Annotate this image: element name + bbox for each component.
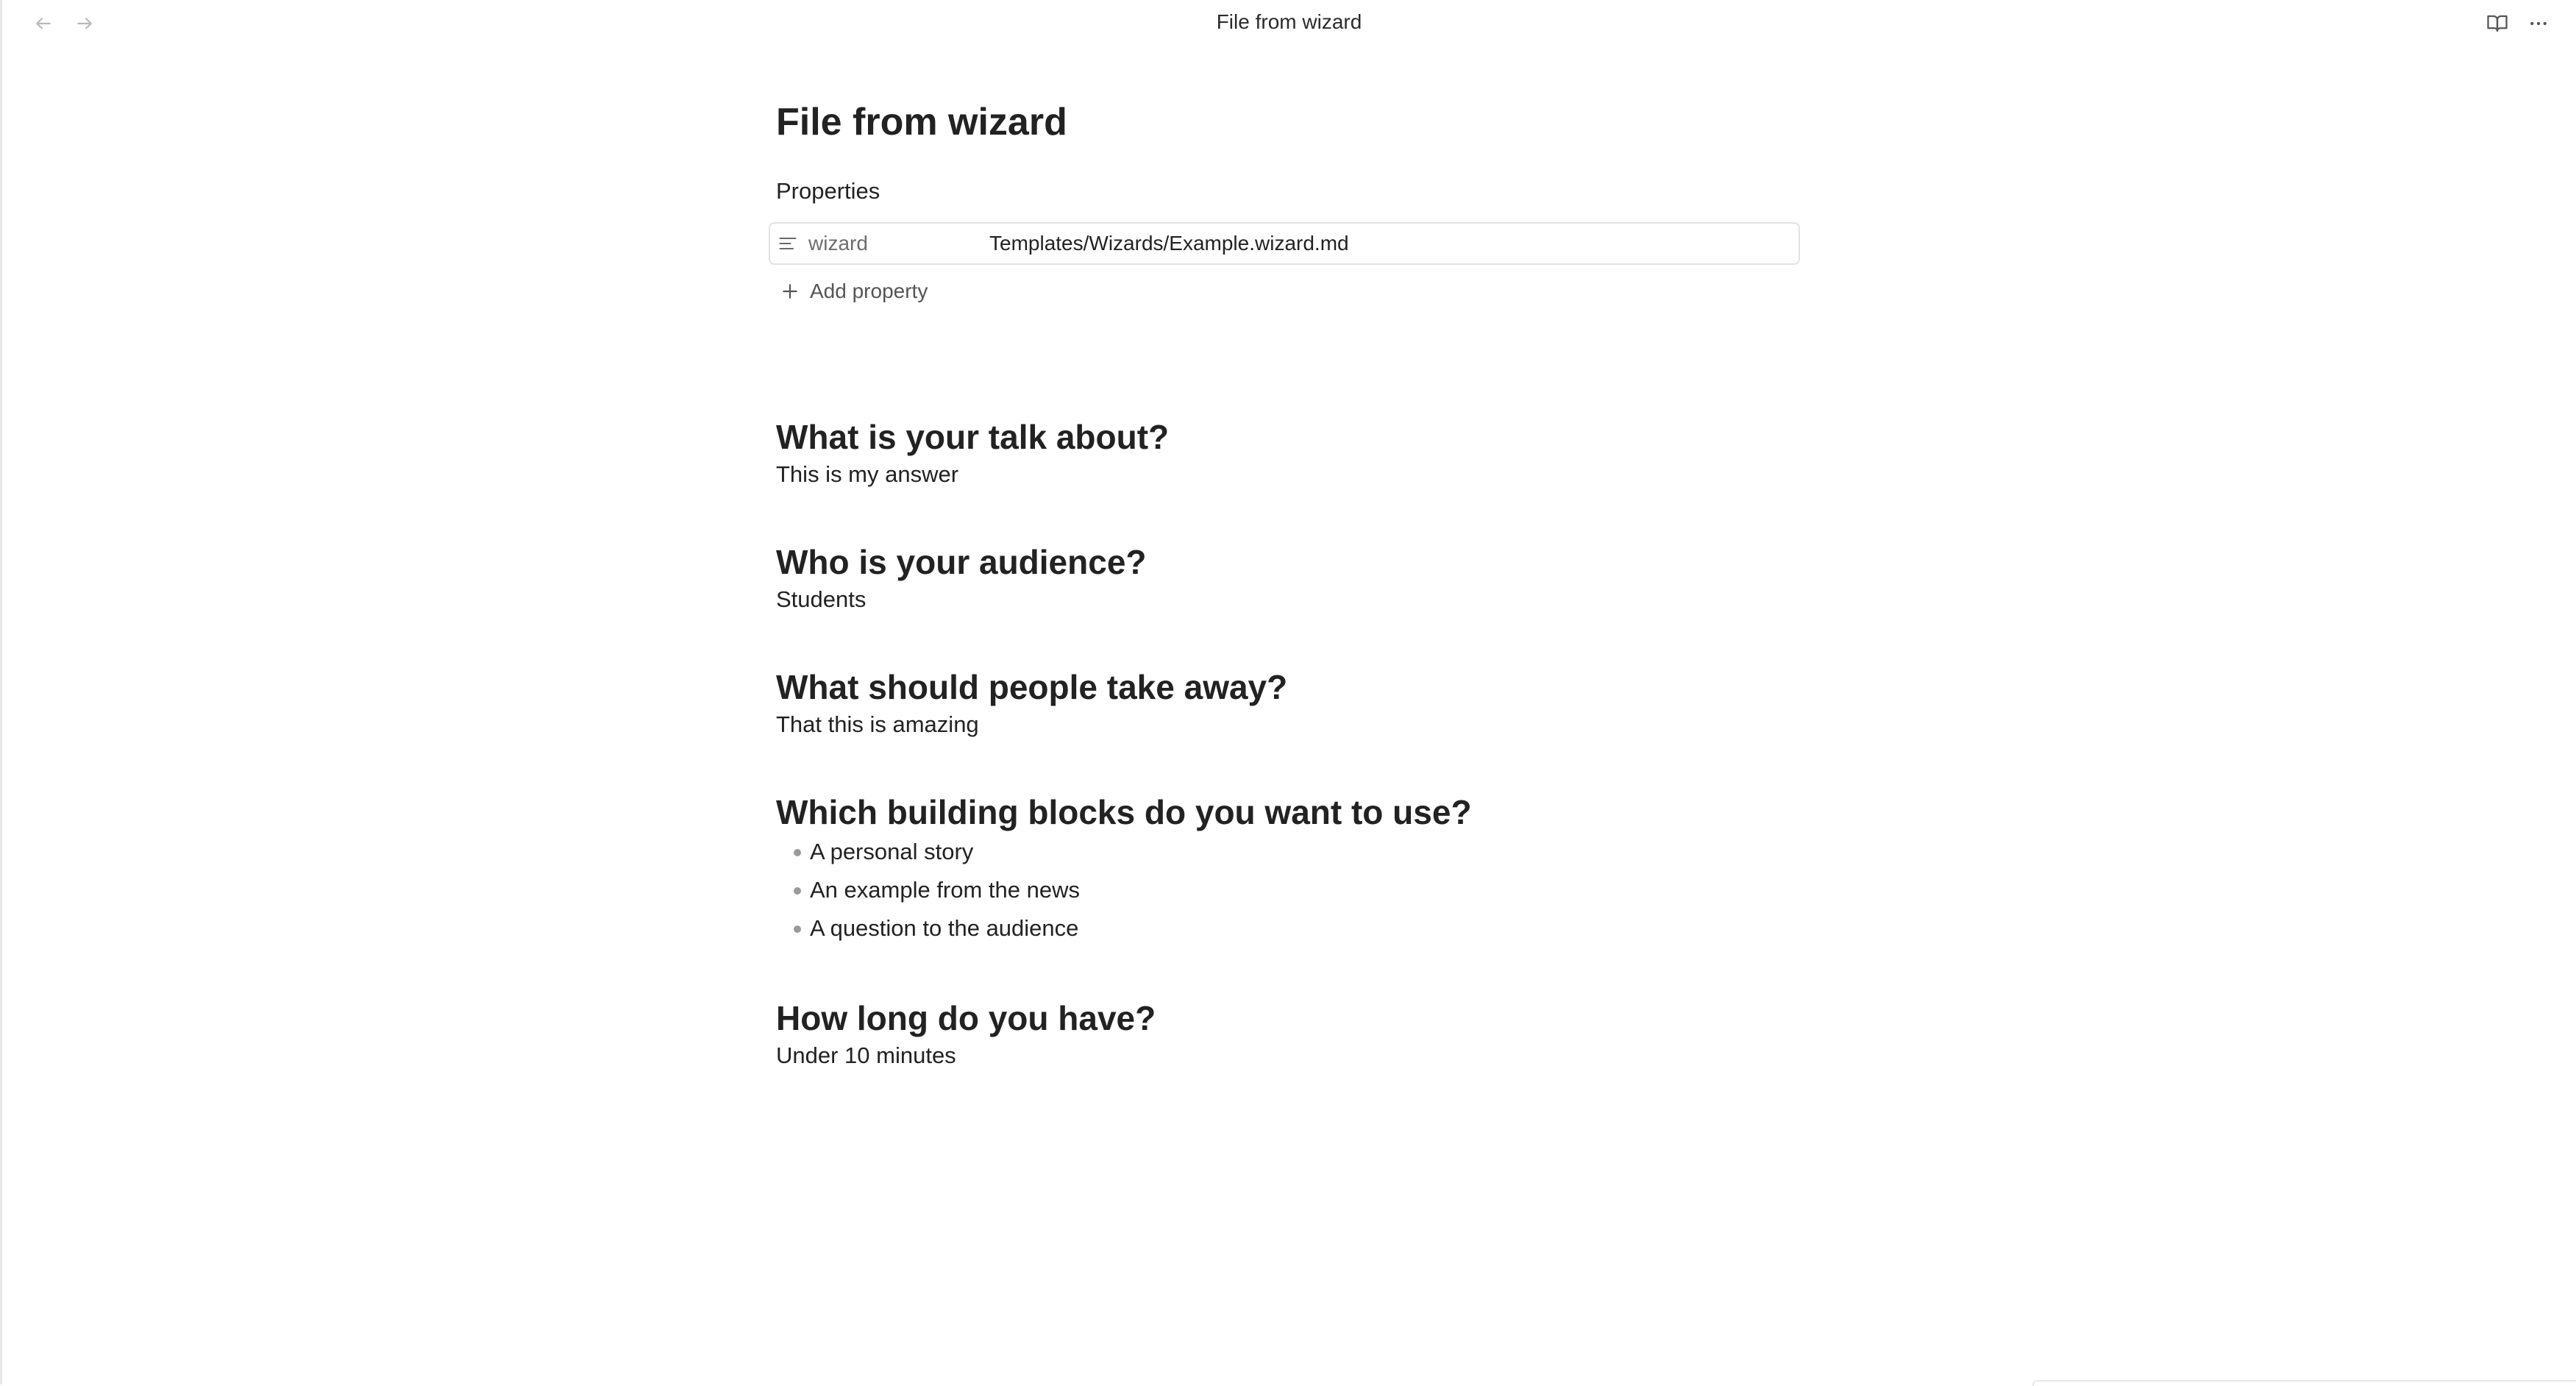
- section-heading[interactable]: How long do you have?: [776, 999, 1156, 1037]
- section-answer[interactable]: Under 10 minutes: [776, 1042, 956, 1068]
- section-heading[interactable]: What should people take away?: [776, 668, 1288, 706]
- section-duration: [776, 998, 1806, 1073]
- list-item-text[interactable]: A question to the audience: [810, 915, 1079, 941]
- plus-icon: [780, 282, 800, 301]
- section-heading[interactable]: Which building blocks do you want to use?: [776, 793, 1472, 831]
- list-item[interactable]: [776, 871, 1806, 909]
- bullet-icon[interactable]: [794, 849, 801, 856]
- add-property-label: Add property: [810, 280, 928, 302]
- text-lines-icon[interactable]: [778, 233, 798, 254]
- bullet-icon[interactable]: [794, 887, 801, 895]
- more-horizontal-icon: [2527, 13, 2550, 35]
- property-row-wizard[interactable]: [769, 222, 1800, 265]
- list-item-text[interactable]: A personal story: [810, 839, 974, 864]
- section-talk-topic: [776, 416, 1806, 491]
- header-title[interactable]: File from wizard: [1216, 10, 1362, 33]
- reading-view-button[interactable]: [2481, 7, 2513, 40]
- add-property-button[interactable]: [780, 277, 1806, 306]
- section-heading[interactable]: What is your talk about?: [776, 418, 1170, 456]
- section-takeaway: [776, 667, 1806, 742]
- property-value[interactable]: Templates/Wizards/Example.wizard.md: [989, 232, 1349, 255]
- list-item-text[interactable]: An example from the news: [810, 877, 1081, 903]
- section-heading[interactable]: Who is your audience?: [776, 543, 1147, 581]
- building-blocks-list: [776, 833, 1806, 948]
- section-answer[interactable]: This is my answer: [776, 461, 959, 487]
- properties-heading[interactable]: Properties: [776, 178, 880, 204]
- section-answer[interactable]: Students: [776, 586, 867, 612]
- section-audience: [776, 541, 1806, 616]
- list-item[interactable]: [776, 909, 1806, 948]
- property-key[interactable]: wizard: [808, 232, 868, 255]
- more-options-button[interactable]: [2522, 7, 2555, 40]
- tab-header: [2, 0, 2576, 47]
- status-bar: [2032, 1380, 2576, 1386]
- note-title[interactable]: File from wizard: [776, 101, 1067, 143]
- note-body: [776, 416, 1806, 1073]
- section-answer[interactable]: That this is amazing: [776, 711, 979, 737]
- section-building-blocks: [776, 792, 1806, 948]
- note-content: [776, 96, 1806, 1123]
- bullet-icon[interactable]: [794, 925, 801, 933]
- list-item[interactable]: [776, 833, 1806, 871]
- book-open-icon: [2486, 13, 2508, 35]
